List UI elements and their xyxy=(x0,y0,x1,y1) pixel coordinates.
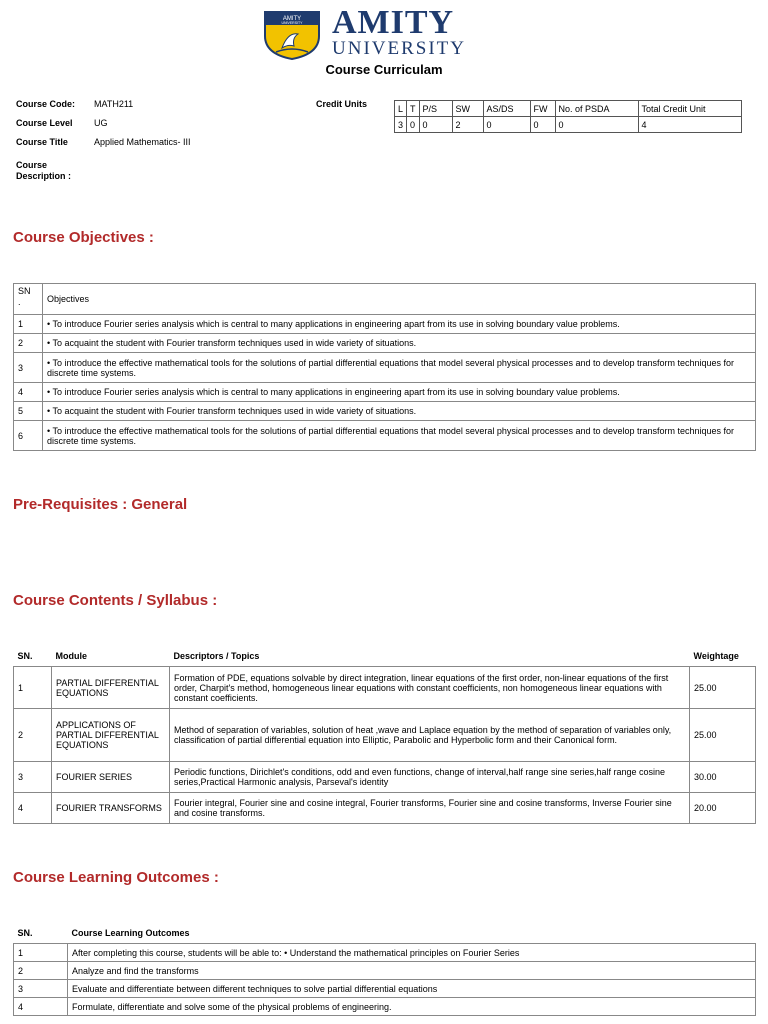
brand-subtitle: UNIVERSITY xyxy=(332,38,466,59)
outcomes-heading: Course Learning Outcomes : xyxy=(13,869,219,886)
brand-name: AMITY xyxy=(332,4,455,41)
objective-text: • To acquaint the student with Fourier transform techniques used in wide variety of situations. xyxy=(43,402,756,421)
objectives-sn-dot: . xyxy=(18,297,21,307)
credit-header-cell: No. of PSDA xyxy=(555,101,638,117)
table-row xyxy=(14,962,756,980)
objective-text: • To introduce Fourier series analysis which is central to many applications in engineering apart from its use in solving boundary value problems. xyxy=(43,383,756,402)
credit-value-cell: 3 xyxy=(395,117,407,133)
credit-value-cell: 0 xyxy=(407,117,420,133)
course-description-label-2: Description : xyxy=(16,171,72,181)
document-title: Course Curriculam xyxy=(325,62,443,77)
outcome-text: Analyze and find the transforms xyxy=(68,962,756,980)
outcome-sn: 2 xyxy=(14,962,68,980)
credit-units-table xyxy=(394,100,742,133)
table-row xyxy=(14,334,756,353)
objective-sn: 5 xyxy=(14,402,43,421)
table-row xyxy=(14,667,756,709)
syllabus-weightage: 30.00 xyxy=(690,762,756,793)
table-row xyxy=(14,980,756,998)
syllabus-weightage: 20.00 xyxy=(690,793,756,824)
table-row xyxy=(14,402,756,421)
outcome-sn: 4 xyxy=(14,998,68,1016)
credit-header-cell: L xyxy=(395,101,407,117)
objective-text: • To introduce the effective mathematical tools for the solutions of partial differential equations that model several physical processes and to develop transform techniques for discrete time systems. xyxy=(43,421,756,451)
credit-value-cell: 4 xyxy=(638,117,741,133)
prerequisites-heading: Pre-Requisites : General xyxy=(13,496,188,513)
credit-units-label: Credit Units xyxy=(316,99,368,109)
outcome-text: After completing this course, students will be able to: • Understand the mathematical principles on Fourier Series xyxy=(68,944,756,962)
outcome-text: Evaluate and differentiate between different techniques to solve partial differential equations xyxy=(68,980,756,998)
syllabus-heading: Course Contents / Syllabus : xyxy=(13,592,218,609)
table-row xyxy=(14,315,756,334)
outcome-sn: 1 xyxy=(14,944,68,962)
credit-header-row xyxy=(395,101,742,117)
credit-value-cell: 0 xyxy=(419,117,452,133)
table-row xyxy=(14,998,756,1016)
objective-text: • To introduce the effective mathematical tools for the solutions of partial differential equations that model several physical processes and to develop transform techniques for discrete time systems. xyxy=(43,353,756,383)
objective-sn: 2 xyxy=(14,334,43,353)
credit-value-cell: 0 xyxy=(530,117,555,133)
credit-header-cell: T xyxy=(407,101,420,117)
syllabus-module: APPLICATIONS OF PARTIAL DIFFERENTIAL EQUATIONS xyxy=(52,709,170,762)
outcomes-sn-header: SN. xyxy=(17,928,33,938)
course-title-value: Applied Mathematics- III xyxy=(94,137,191,147)
syllabus-descriptors: Periodic functions, Dirichlet's conditions, odd and even functions, change of interval,half range sine series,half range cosine series,Practical Harmonic analysis, Parseval's identity xyxy=(170,762,690,793)
outcomes-table xyxy=(13,923,756,1016)
credit-value-cell: 0 xyxy=(555,117,638,133)
syllabus-sn-header: SN. xyxy=(17,651,33,661)
syllabus-descriptors: Fourier integral, Fourier sine and cosine integral, Fourier transforms, Fourier sine and cosine transforms, Inverse Fourier sine and cosine transforms. xyxy=(170,793,690,824)
syllabus-weightage: 25.00 xyxy=(690,667,756,709)
credit-value-cell: 0 xyxy=(483,117,530,133)
course-code-label: Course Code: xyxy=(16,99,76,109)
syllabus-sn: 2 xyxy=(14,709,52,762)
syllabus-weightage: 25.00 xyxy=(690,709,756,762)
credit-header-cell: P/S xyxy=(419,101,452,117)
university-logo xyxy=(262,4,512,60)
credit-header-cell: AS/DS xyxy=(483,101,530,117)
table-row xyxy=(14,383,756,402)
syllabus-descriptors: Formation of PDE, equations solvable by direct integration, linear equations of the first order, non-linear equations of the first order, Charpit's method, homogeneous linear equations with constant coefficients, non homogeneous linear equations with constant coefficients. xyxy=(170,667,690,709)
objectives-heading: Course Objectives : xyxy=(13,229,154,246)
objectives-sn-text: SN xyxy=(18,286,31,296)
table-row xyxy=(14,944,756,962)
objectives-header-row xyxy=(14,284,756,315)
course-level-label: Course Level xyxy=(16,118,73,128)
credit-value-cell: 2 xyxy=(452,117,483,133)
outcomes-col-header: Course Learning Outcomes xyxy=(71,928,190,938)
table-row xyxy=(14,762,756,793)
credit-value-row xyxy=(395,117,742,133)
course-title-label: Course Title xyxy=(16,137,68,147)
objectives-col-header: Objectives xyxy=(43,284,756,315)
syllabus-weightage-header: Weightage xyxy=(693,651,739,661)
syllabus-sn: 1 xyxy=(14,667,52,709)
outcome-sn: 3 xyxy=(14,980,68,998)
credit-header-cell: FW xyxy=(530,101,555,117)
course-code-value: MATH211 xyxy=(94,99,134,109)
syllabus-module-header: Module xyxy=(55,651,87,661)
crest-text: AMITY xyxy=(282,16,302,22)
objective-text: • To acquaint the student with Fourier transform techniques used in wide variety of situations. xyxy=(43,334,756,353)
objectives-table xyxy=(13,283,756,451)
syllabus-module: FOURIER SERIES xyxy=(52,762,170,793)
table-row xyxy=(14,421,756,451)
syllabus-header-row xyxy=(14,646,756,667)
objectives-sn-header xyxy=(14,284,43,315)
table-row xyxy=(14,353,756,383)
amity-crest-icon xyxy=(262,10,322,60)
table-row xyxy=(14,709,756,762)
course-level-value: UG xyxy=(94,118,108,128)
objective-sn: 6 xyxy=(14,421,43,451)
crest-subtext: UNIVERSITY xyxy=(281,21,303,25)
syllabus-module: PARTIAL DIFFERENTIAL EQUATIONS xyxy=(52,667,170,709)
objective-sn: 1 xyxy=(14,315,43,334)
outcomes-header-row xyxy=(14,923,756,944)
objective-sn: 4 xyxy=(14,383,43,402)
table-row xyxy=(14,793,756,824)
syllabus-sn: 3 xyxy=(14,762,52,793)
syllabus-descriptors-header: Descriptors / Topics xyxy=(173,651,260,661)
outcome-text: Formulate, differentiate and solve some of the physical problems of engineering. xyxy=(68,998,756,1016)
syllabus-sn: 4 xyxy=(14,793,52,824)
syllabus-descriptors: Method of separation of variables, solution of heat ,wave and Laplace equation by the method of separation of variables only, classification of partial differential equation into Elliptic, Parabolic and Hyperbolic form and their Canonical form. xyxy=(170,709,690,762)
credit-header-cell: SW xyxy=(452,101,483,117)
syllabus-module: FOURIER TRANSFORMS xyxy=(52,793,170,824)
credit-header-cell: Total Credit Unit xyxy=(638,101,741,117)
objective-text: • To introduce Fourier series analysis which is central to many applications in engineering apart from its use in solving boundary value problems. xyxy=(43,315,756,334)
syllabus-table xyxy=(13,646,756,824)
objective-sn: 3 xyxy=(14,353,43,383)
course-description-label-1: Course xyxy=(16,160,48,170)
